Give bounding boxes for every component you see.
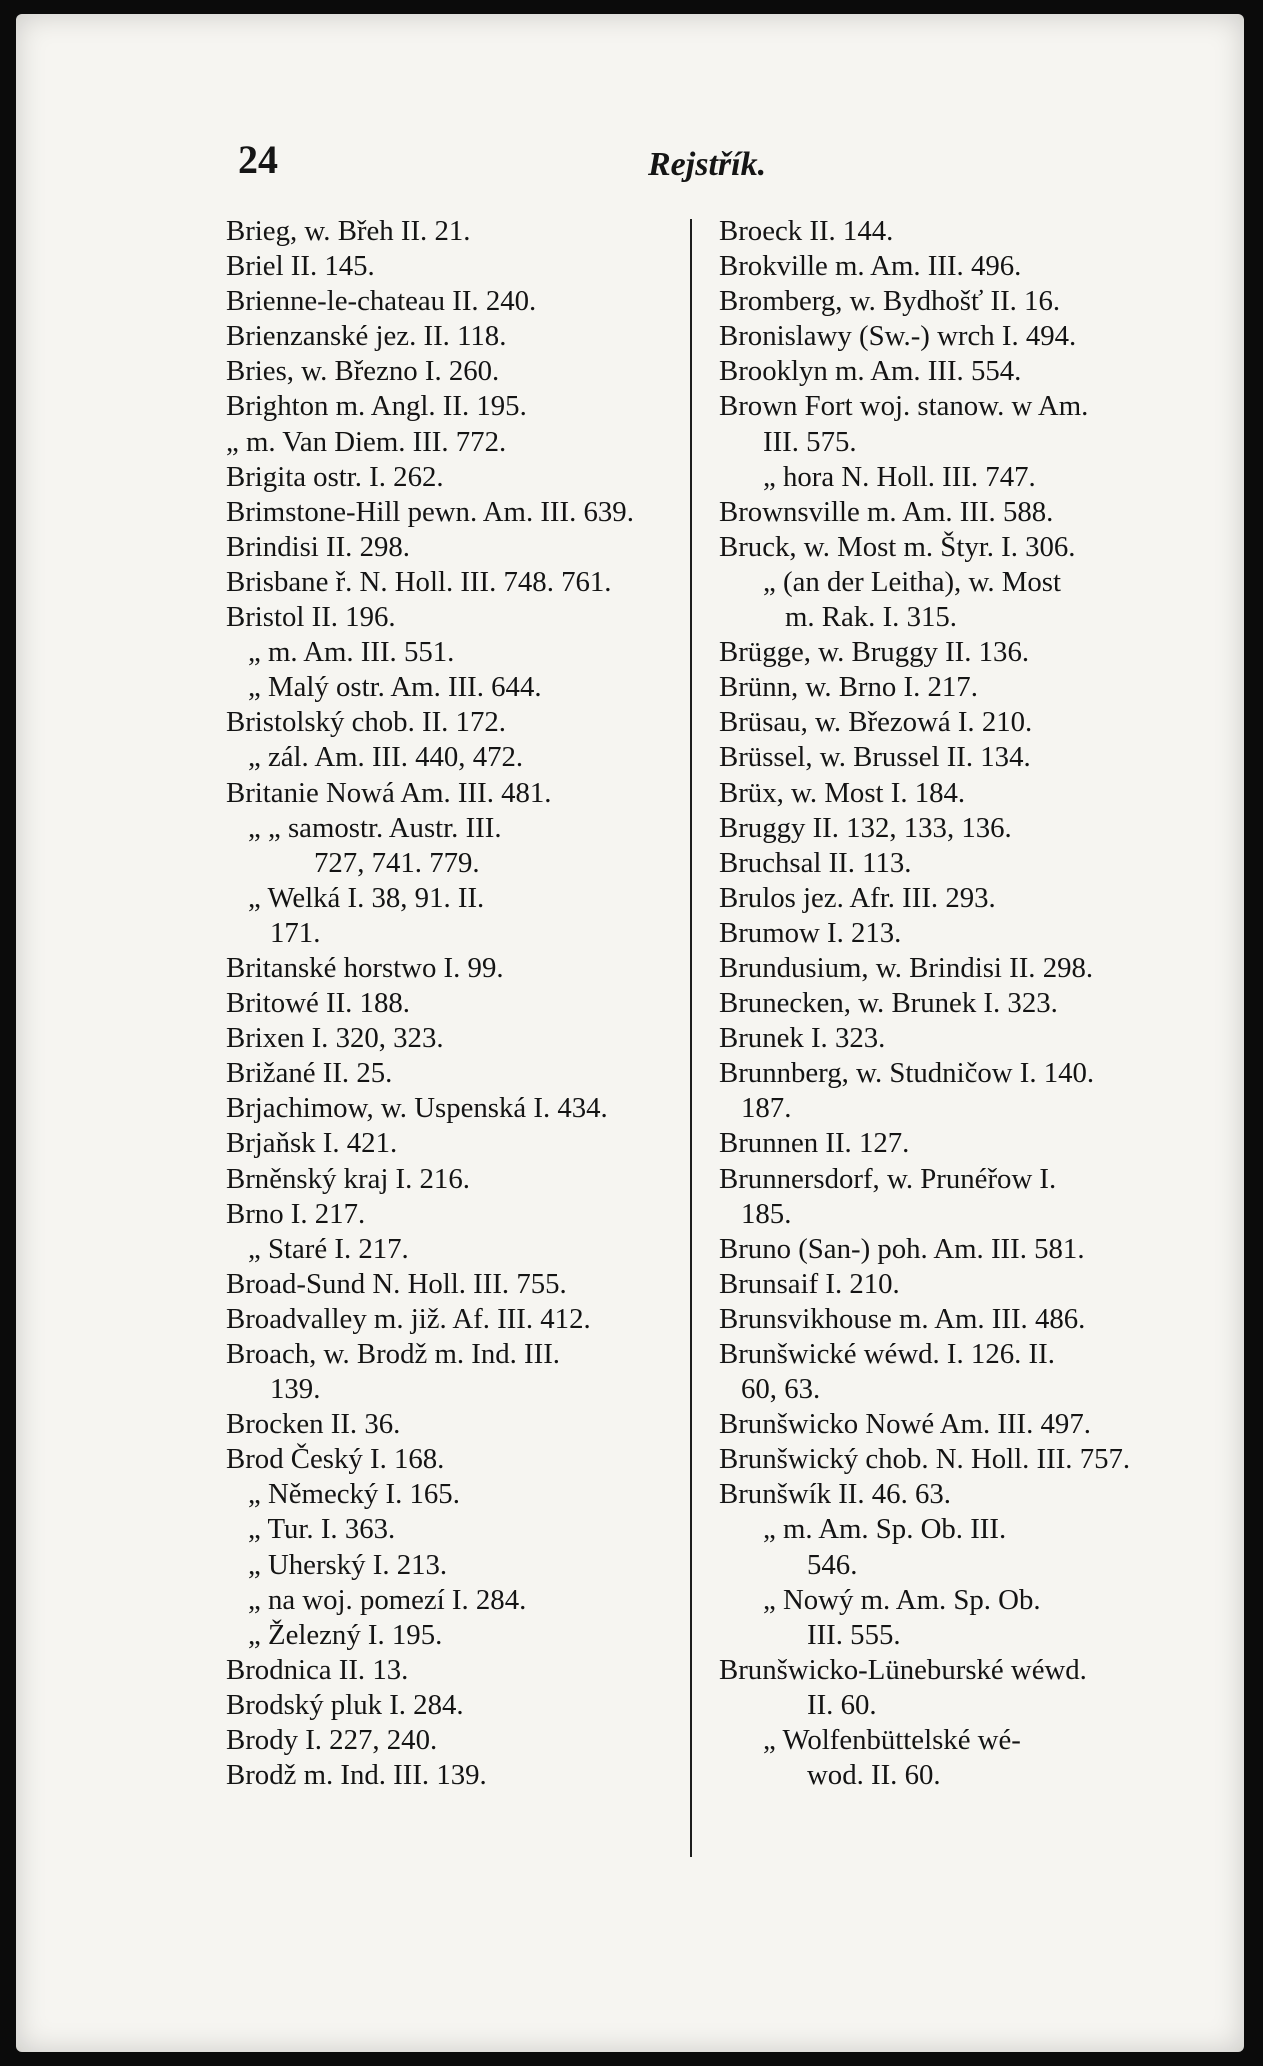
index-entry: Broad-Sund N. Holl. III. 755.: [226, 1267, 567, 1300]
index-entry: Brodž m. Ind. III. 139.: [226, 1759, 487, 1792]
index-entry: 187.: [741, 1092, 792, 1125]
index-entry: „ Železný I. 195.: [248, 1618, 443, 1651]
index-entry: m. Rak. I. 315.: [785, 601, 957, 634]
index-entry: Brienzanské jez. II. 118.: [226, 320, 507, 353]
index-entry: „ na woj. pomezí I. 284.: [248, 1583, 527, 1616]
index-entry: 546.: [807, 1548, 858, 1581]
index-entry: Brünn, w. Brno I. 217.: [719, 671, 978, 704]
index-entry: Brunek I. 323.: [719, 1022, 886, 1055]
index-entry: Brunšwický chob. N. Holl. III. 757.: [719, 1443, 1131, 1476]
running-title: Rejstřík.: [648, 146, 767, 183]
index-entry: Bristolský chob. II. 172.: [226, 706, 506, 739]
index-entry: „ Nowý m. Am. Sp. Ob.: [763, 1583, 1041, 1616]
index-entry: III. 555.: [807, 1618, 901, 1651]
index-entry: Brüssel, w. Brussel II. 134.: [719, 741, 1031, 774]
index-entry: „ Tur. I. 363.: [248, 1513, 396, 1546]
index-entry: Broach, w. Brodž m. Ind. III.: [226, 1338, 561, 1370]
index-column-right: [719, 214, 1130, 1793]
index-entry: „ Uherský I. 213.: [248, 1548, 448, 1581]
index-entry: Brno I. 217.: [226, 1197, 366, 1230]
index-entry: Bruck, w. Most m. Štyr. I. 306.: [719, 530, 1076, 563]
index-entry: wod. II. 60.: [807, 1759, 941, 1792]
index-entry: Bristol II. 196.: [226, 601, 396, 634]
index-entry: Brigita ostr. I. 262.: [226, 460, 444, 493]
index-entry: „ hora N. Holl. III. 747.: [763, 460, 1036, 493]
index-entry: Brunšwické wéwd. I. 126. II.: [719, 1338, 1055, 1370]
index-entry: Britanie Nowá Am. III. 481.: [226, 776, 552, 809]
index-entry: Bruggy II. 132, 133, 136.: [719, 811, 1012, 844]
index-entry: Brisbane ř. N. Holl. III. 748. 761.: [226, 565, 612, 598]
index-entry: III. 575.: [763, 425, 857, 458]
index-entry: „ Německý I. 165.: [248, 1478, 460, 1511]
index-entry: Bromberg, w. Bydhošť II. 16.: [719, 285, 1061, 318]
index-entry: Brjaňsk I. 421.: [226, 1127, 398, 1160]
index-entry: „ m. Van Diem. III. 772.: [226, 425, 507, 458]
index-entry: Brienne-le-chateau II. 240.: [226, 285, 537, 318]
index-entry: Brodnica II. 13.: [226, 1653, 409, 1686]
index-entry: Brunnersdorf, w. Prunéřow I.: [719, 1162, 1057, 1195]
index-entry: 727, 741. 779.: [314, 846, 480, 879]
index-entry: Brocken II. 36.: [226, 1408, 401, 1441]
index-entry: Brunsaif I. 210.: [719, 1267, 900, 1300]
index-entry: Bries, w. Březno I. 260.: [226, 355, 500, 388]
scanned-page: [16, 14, 1244, 2052]
index-entry: Brunšwicko Nowé Am. III. 497.: [719, 1408, 1091, 1441]
index-entry: Brügge, w. Bruggy II. 136.: [719, 636, 1030, 669]
index-entry: „ zál. Am. III. 440, 472.: [248, 741, 524, 774]
index-entry: Bruno (San-) poh. Am. III. 581.: [719, 1232, 1085, 1265]
index-entry: Bruchsal II. 113.: [719, 846, 912, 879]
index-entry: Brokville m. Am. III. 496.: [719, 250, 1022, 283]
index-entry: Brižané II. 25.: [226, 1057, 393, 1090]
index-entry: Brodský pluk I. 284.: [226, 1688, 464, 1721]
index-entry: Britanské horstwo I. 99.: [226, 951, 504, 984]
index-entry: Brindisi II. 298.: [226, 530, 410, 563]
index-entry: Brunnberg, w. Studničow I. 140.: [719, 1057, 1095, 1090]
index-entry: Brunšwicko-Lüneburské wéwd.: [719, 1653, 1087, 1686]
index-entry: Broadvalley m. již. Af. III. 412.: [226, 1302, 591, 1335]
index-entry: Brunnen II. 127.: [719, 1127, 910, 1160]
index-entry: Brüsau, w. Březowá I. 210.: [719, 706, 1033, 739]
index-entry: Brooklyn m. Am. III. 554.: [719, 355, 1022, 388]
index-entry: „ (an der Leitha), w. Most: [763, 565, 1061, 598]
index-entry: Broeck II. 144.: [719, 215, 894, 247]
index-entry: Britowé II. 188.: [226, 987, 410, 1020]
index-entry: „ „ samostr. Austr. III.: [248, 811, 502, 844]
index-entry: Brumow I. 213.: [719, 916, 902, 949]
index-entry: Brown Fort woj. stanow. w Am.: [719, 390, 1089, 423]
index-entry: 60, 63.: [741, 1373, 821, 1406]
index-entry: II. 60.: [807, 1688, 877, 1721]
column-divider: [690, 219, 692, 1857]
index-entry: Briel II. 145.: [226, 250, 375, 283]
index-entry: Brněnský kraj I. 216.: [226, 1162, 470, 1195]
index-entry: Brighton m. Angl. II. 195.: [226, 390, 527, 423]
index-entry: Brixen I. 320, 323.: [226, 1022, 444, 1055]
index-entry: Bronislawy (Sw.-) wrch I. 494.: [719, 320, 1077, 353]
index-entry: „ m. Am. Sp. Ob. III.: [763, 1513, 1007, 1546]
index-entry: Brunecken, w. Brunek I. 323.: [719, 987, 1058, 1020]
index-entry: „ Malý ostr. Am. III. 644.: [248, 671, 542, 704]
page-number: 24: [238, 137, 278, 182]
index-entry: Brundusium, w. Brindisi II. 298.: [719, 951, 1094, 984]
index-entry: Brunšwík II. 46. 63.: [719, 1478, 951, 1511]
index-entry: Brjachimow, w. Uspenská I. 434.: [226, 1092, 608, 1125]
index-entry: Brod Český I. 168.: [226, 1443, 445, 1476]
index-entry: „ Staré I. 217.: [248, 1232, 409, 1265]
index-entry: 185.: [741, 1197, 792, 1230]
index-entry: Brunsvikhouse m. Am. III. 486.: [719, 1302, 1086, 1335]
index-entry: Brownsville m. Am. III. 588.: [719, 495, 1054, 528]
index-entry: „ Welká I. 38, 91. II.: [248, 881, 485, 914]
index-entry: Brüx, w. Most I. 184.: [719, 776, 966, 809]
index-entry: Brimstone-Hill pewn. Am. III. 639.: [226, 495, 634, 528]
index-entry: Brulos jez. Afr. III. 293.: [719, 881, 996, 914]
index-entry: „ Wolfenbüttelské wé-: [763, 1724, 1021, 1757]
index-entry: 171.: [270, 916, 321, 949]
index-column-left: [226, 214, 634, 1793]
index-entry: 139.: [270, 1373, 321, 1406]
index-entry: Brieg, w. Břeh II. 21.: [226, 215, 471, 247]
index-entry: „ m. Am. III. 551.: [248, 636, 455, 669]
index-entry: Brody I. 227, 240.: [226, 1724, 438, 1757]
